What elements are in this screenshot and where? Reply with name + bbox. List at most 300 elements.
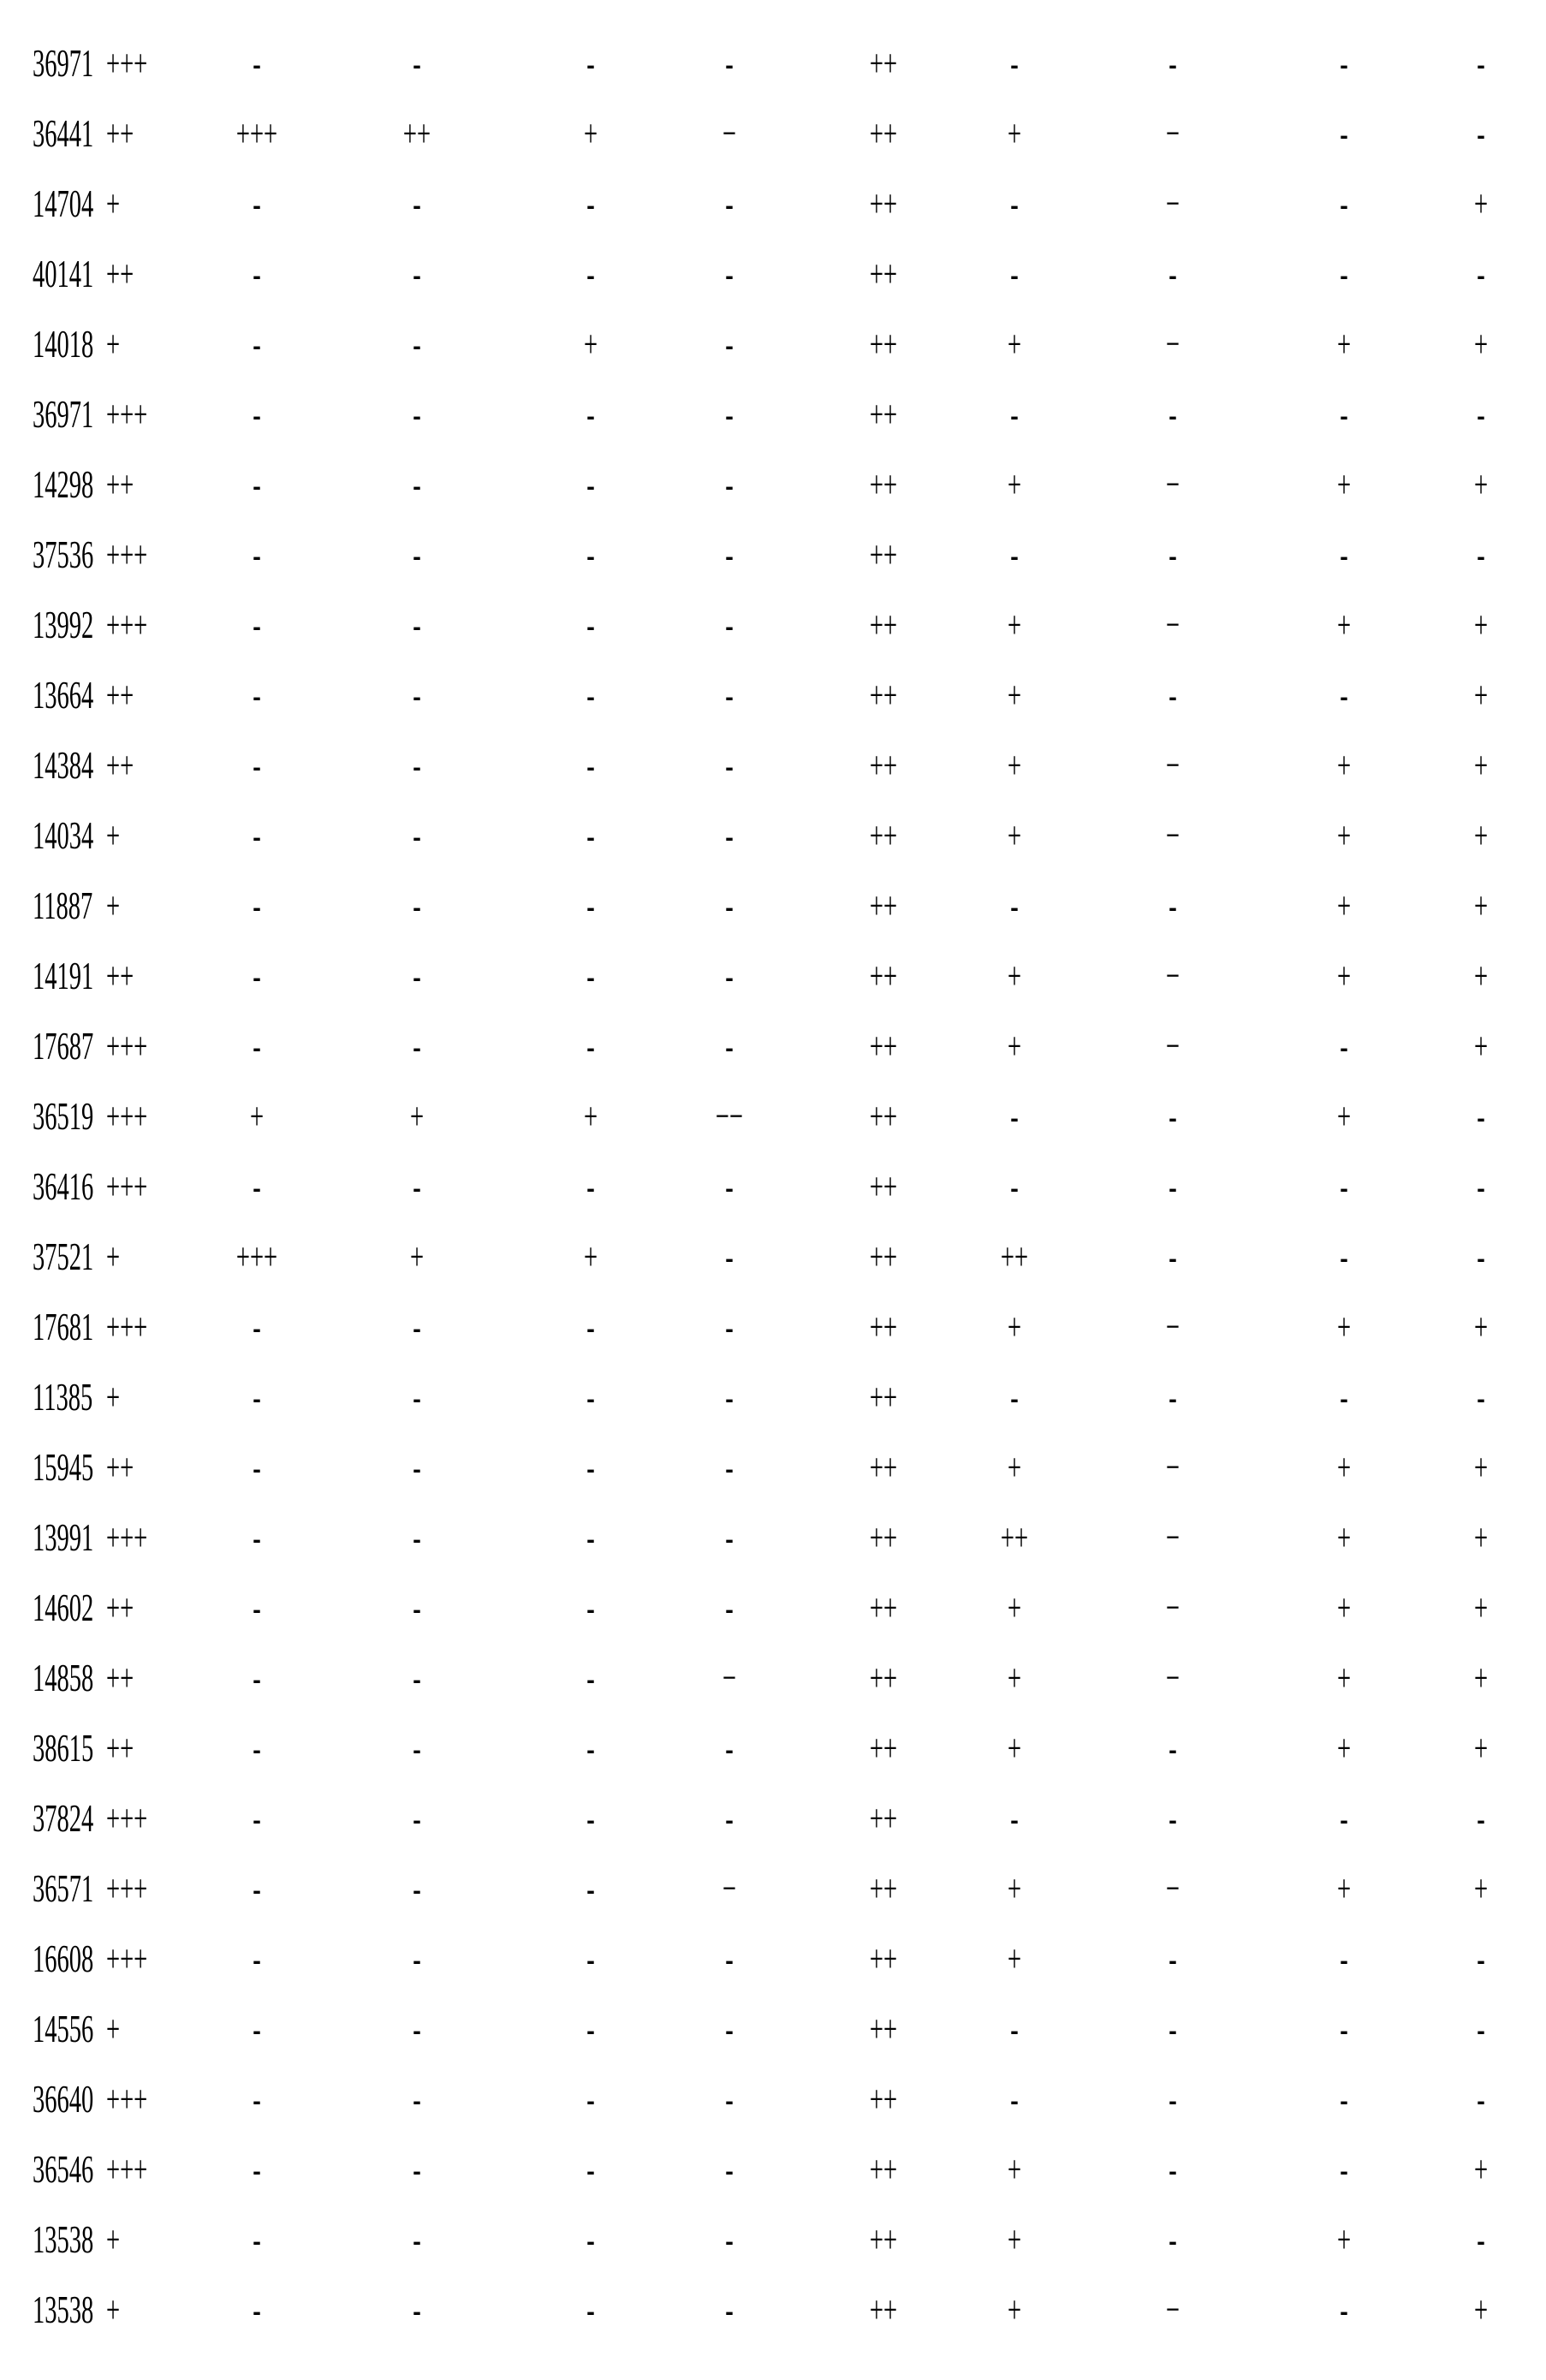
cell-value: + xyxy=(1312,1292,1376,1362)
cell-value: + xyxy=(385,1081,449,1151)
cell-value: + xyxy=(983,941,1046,1011)
row-score: + xyxy=(106,2275,120,2345)
cell-value: - xyxy=(559,520,622,590)
row-score: + xyxy=(106,309,120,379)
cell-value: - xyxy=(559,871,622,941)
cell-value: + xyxy=(983,1643,1046,1713)
cell-value: ++ xyxy=(852,1783,915,1853)
table-row xyxy=(0,2275,1546,2345)
cell-value: - xyxy=(983,1994,1046,2064)
cell-value: - xyxy=(698,730,761,800)
cell-value: - xyxy=(225,1362,288,1432)
cell-value: + xyxy=(1312,1502,1376,1573)
cell-value: - xyxy=(1312,1362,1376,1432)
cell-value: - xyxy=(983,169,1046,239)
cell-value: + xyxy=(1449,800,1513,871)
cell-value: - xyxy=(385,941,449,1011)
cell-value: ++ xyxy=(852,2064,915,2134)
cell-value: - xyxy=(225,239,288,309)
cell-value: - xyxy=(225,1502,288,1573)
cell-value: + xyxy=(559,1081,622,1151)
cell-value: - xyxy=(385,1011,449,1081)
cell-value: ++ xyxy=(852,449,915,520)
cell-value: ++ xyxy=(852,1292,915,1362)
table-row xyxy=(0,1011,1546,1081)
cell-value: - xyxy=(698,1292,761,1362)
cell-value: - xyxy=(1449,520,1513,590)
cell-value: - xyxy=(698,1573,761,1643)
row-score: ++ xyxy=(106,941,134,1011)
cell-value: + xyxy=(1449,1011,1513,1081)
cell-value: - xyxy=(225,1292,288,1362)
row-score: +++ xyxy=(106,1292,147,1362)
cell-value: + xyxy=(1449,1713,1513,1783)
row-id: 13538 xyxy=(33,2275,93,2345)
cell-value: - xyxy=(559,28,622,98)
cell-value: - xyxy=(1312,1151,1376,1222)
row-id: 37536 xyxy=(33,520,93,590)
table-row xyxy=(0,1151,1546,1222)
cell-value: + xyxy=(983,590,1046,660)
cell-value: - xyxy=(385,28,449,98)
cell-value: + xyxy=(225,1081,288,1151)
cell-value: - xyxy=(1141,520,1204,590)
cell-value: - xyxy=(225,1994,288,2064)
cell-value: - xyxy=(983,28,1046,98)
table-row xyxy=(0,520,1546,590)
cell-value: + xyxy=(1449,1853,1513,1924)
cell-value: + xyxy=(983,2204,1046,2275)
cell-value: - xyxy=(698,1362,761,1432)
cell-value: - xyxy=(225,2064,288,2134)
cell-value: - xyxy=(225,800,288,871)
cell-value: ++ xyxy=(852,2134,915,2204)
cell-value: - xyxy=(559,1573,622,1643)
table-row xyxy=(0,2134,1546,2204)
row-score: + xyxy=(106,1222,120,1292)
row-score: + xyxy=(106,871,120,941)
cell-value: - xyxy=(225,1643,288,1713)
cell-value: - xyxy=(1312,2134,1376,2204)
cell-value: + xyxy=(983,660,1046,730)
cell-value: - xyxy=(1312,169,1376,239)
row-score: ++ xyxy=(106,98,134,169)
cell-value: - xyxy=(1312,520,1376,590)
cell-value: - xyxy=(385,1151,449,1222)
cell-value: - xyxy=(559,449,622,520)
cell-value: - xyxy=(225,1853,288,1924)
cell-value: ++ xyxy=(852,1222,915,1292)
cell-value: - xyxy=(983,379,1046,449)
cell-value: - xyxy=(1312,1222,1376,1292)
cell-value: + xyxy=(983,1432,1046,1502)
cell-value: + xyxy=(1449,309,1513,379)
cell-value: - xyxy=(1449,1994,1513,2064)
cell-value: + xyxy=(1312,1081,1376,1151)
cell-value: ++ xyxy=(852,98,915,169)
row-id: 15945 xyxy=(33,1432,93,1502)
cell-value: - xyxy=(1141,1783,1204,1853)
cell-value: ++ xyxy=(852,1713,915,1783)
cell-value: − xyxy=(1141,941,1204,1011)
row-id: 14191 xyxy=(33,941,93,1011)
cell-value: - xyxy=(983,1151,1046,1222)
cell-value: - xyxy=(1449,2064,1513,2134)
cell-value: - xyxy=(559,2064,622,2134)
cell-value: - xyxy=(385,2064,449,2134)
cell-value: − xyxy=(1141,1011,1204,1081)
cell-value: - xyxy=(698,1151,761,1222)
table-row xyxy=(0,941,1546,1011)
cell-value: + xyxy=(559,1222,622,1292)
cell-value: - xyxy=(698,800,761,871)
cell-value: - xyxy=(1141,1081,1204,1151)
table-row xyxy=(0,1643,1546,1713)
cell-value: - xyxy=(225,660,288,730)
cell-value: - xyxy=(225,2275,288,2345)
row-id: 14384 xyxy=(33,730,93,800)
row-score: ++ xyxy=(106,449,134,520)
cell-value: - xyxy=(698,309,761,379)
row-id: 17681 xyxy=(33,1292,93,1362)
row-score: +++ xyxy=(106,28,147,98)
cell-value: - xyxy=(698,1713,761,1783)
cell-value: - xyxy=(385,239,449,309)
cell-value: - xyxy=(385,1924,449,1994)
cell-value: ++ xyxy=(852,2204,915,2275)
cell-value: - xyxy=(1449,1222,1513,1292)
cell-value: − xyxy=(698,98,761,169)
row-score: + xyxy=(106,169,120,239)
row-id: 36546 xyxy=(33,2134,93,2204)
table-row xyxy=(0,800,1546,871)
cell-value: - xyxy=(559,2134,622,2204)
cell-value: + xyxy=(385,1222,449,1292)
cell-value: - xyxy=(385,379,449,449)
cell-value: - xyxy=(1312,28,1376,98)
cell-value: - xyxy=(559,1713,622,1783)
cell-value: - xyxy=(698,2204,761,2275)
cell-value: - xyxy=(1312,2275,1376,2345)
cell-value: + xyxy=(983,1924,1046,1994)
cell-value: − xyxy=(1141,800,1204,871)
cell-value: - xyxy=(385,1713,449,1783)
cell-value: - xyxy=(1449,98,1513,169)
cell-value: - xyxy=(698,169,761,239)
cell-value: - xyxy=(225,520,288,590)
cell-value: - xyxy=(559,1924,622,1994)
cell-value: - xyxy=(698,590,761,660)
cell-value: − xyxy=(1141,1502,1204,1573)
row-id: 14704 xyxy=(33,169,93,239)
cell-value: ++ xyxy=(852,730,915,800)
cell-value: ++ xyxy=(852,309,915,379)
cell-value: - xyxy=(559,1151,622,1222)
cell-value: - xyxy=(698,1432,761,1502)
cell-value: ++ xyxy=(852,1994,915,2064)
cell-value: - xyxy=(698,239,761,309)
row-id: 36571 xyxy=(33,1853,93,1924)
cell-value: + xyxy=(1449,1643,1513,1713)
cell-value: + xyxy=(1312,1643,1376,1713)
row-id: 14298 xyxy=(33,449,93,520)
cell-value: + xyxy=(1312,449,1376,520)
cell-value: - xyxy=(385,1573,449,1643)
cell-value: +++ xyxy=(225,98,288,169)
cell-value: ++ xyxy=(852,1081,915,1151)
cell-value: + xyxy=(1312,730,1376,800)
cell-value: - xyxy=(698,871,761,941)
table-row xyxy=(0,1994,1546,2064)
cell-value: - xyxy=(983,520,1046,590)
cell-value: + xyxy=(1449,1502,1513,1573)
table-row xyxy=(0,1502,1546,1573)
cell-value: - xyxy=(385,1853,449,1924)
cell-value: - xyxy=(698,2064,761,2134)
cell-value: - xyxy=(559,1292,622,1362)
cell-value: - xyxy=(1312,239,1376,309)
table-row xyxy=(0,28,1546,98)
cell-value: - xyxy=(385,1292,449,1362)
row-score: +++ xyxy=(106,1502,147,1573)
cell-value: - xyxy=(1141,660,1204,730)
cell-value: - xyxy=(559,1011,622,1081)
table-row xyxy=(0,730,1546,800)
table-row xyxy=(0,1432,1546,1502)
cell-value: - xyxy=(225,28,288,98)
row-score: +++ xyxy=(106,1081,147,1151)
cell-value: + xyxy=(1312,1573,1376,1643)
table-row xyxy=(0,169,1546,239)
cell-value: - xyxy=(559,1783,622,1853)
table-row xyxy=(0,1292,1546,1362)
cell-value: - xyxy=(1449,1924,1513,1994)
cell-value: + xyxy=(983,1573,1046,1643)
cell-value: - xyxy=(1141,871,1204,941)
cell-value: - xyxy=(225,941,288,1011)
cell-value: - xyxy=(1141,2204,1204,2275)
cell-value: ++ xyxy=(852,1432,915,1502)
cell-value: ++ xyxy=(852,520,915,590)
cell-value: + xyxy=(983,1713,1046,1783)
row-score: +++ xyxy=(106,1011,147,1081)
cell-value: + xyxy=(1449,2134,1513,2204)
table-row xyxy=(0,449,1546,520)
cell-value: - xyxy=(559,1994,622,2064)
cell-value: - xyxy=(1141,28,1204,98)
cell-value: - xyxy=(225,730,288,800)
cell-value: - xyxy=(1449,1151,1513,1222)
cell-value: − xyxy=(1141,730,1204,800)
cell-value: + xyxy=(1312,309,1376,379)
cell-value: - xyxy=(1141,1222,1204,1292)
cell-value: - xyxy=(559,2204,622,2275)
cell-value: - xyxy=(225,449,288,520)
cell-value: - xyxy=(385,871,449,941)
cell-value: - xyxy=(1449,1783,1513,1853)
cell-value: - xyxy=(698,660,761,730)
cell-value: - xyxy=(559,660,622,730)
cell-value: - xyxy=(1312,379,1376,449)
cell-value: - xyxy=(385,2134,449,2204)
cell-value: - xyxy=(225,2204,288,2275)
cell-value: + xyxy=(1312,800,1376,871)
row-score: +++ xyxy=(106,2064,147,2134)
table-row xyxy=(0,660,1546,730)
cell-value: - xyxy=(225,2134,288,2204)
cell-value: - xyxy=(1141,1362,1204,1432)
cell-value: ++ xyxy=(852,28,915,98)
cell-value: - xyxy=(559,800,622,871)
cell-value: + xyxy=(1449,871,1513,941)
row-id: 16608 xyxy=(33,1924,93,1994)
cell-value: + xyxy=(983,1011,1046,1081)
cell-value: - xyxy=(225,1924,288,1994)
cell-value: ++ xyxy=(852,800,915,871)
table-row xyxy=(0,379,1546,449)
cell-value: - xyxy=(1449,28,1513,98)
cell-value: − xyxy=(1141,1292,1204,1362)
row-score: +++ xyxy=(106,520,147,590)
row-id: 14602 xyxy=(33,1573,93,1643)
cell-value: ++ xyxy=(852,1362,915,1432)
table-row xyxy=(0,1713,1546,1783)
cell-value: + xyxy=(1449,1432,1513,1502)
cell-value: - xyxy=(1141,2064,1204,2134)
cell-value: - xyxy=(1141,1924,1204,1994)
table-row xyxy=(0,2204,1546,2275)
row-score: ++ xyxy=(106,239,134,309)
cell-value: - xyxy=(225,1573,288,1643)
row-score: ++ xyxy=(106,1713,134,1783)
cell-value: + xyxy=(1312,1713,1376,1783)
row-id: 36971 xyxy=(33,379,93,449)
cell-value: + xyxy=(559,98,622,169)
cell-value: - xyxy=(1141,2134,1204,2204)
cell-value: + xyxy=(983,2134,1046,2204)
cell-value: + xyxy=(983,309,1046,379)
cell-value: - xyxy=(225,590,288,660)
cell-value: - xyxy=(1141,379,1204,449)
row-id: 36519 xyxy=(33,1081,93,1151)
cell-value: - xyxy=(385,2204,449,2275)
row-id: 36971 xyxy=(33,28,93,98)
cell-value: + xyxy=(1312,590,1376,660)
cell-value: - xyxy=(225,1783,288,1853)
row-score: ++ xyxy=(106,660,134,730)
cell-value: + xyxy=(1312,1432,1376,1502)
row-score: +++ xyxy=(106,1783,147,1853)
cell-value: - xyxy=(698,520,761,590)
cell-value: + xyxy=(983,98,1046,169)
cell-value: - xyxy=(559,941,622,1011)
cell-value: - xyxy=(1449,239,1513,309)
cell-value: - xyxy=(1312,1783,1376,1853)
cell-value: - xyxy=(1312,1011,1376,1081)
row-id: 17687 xyxy=(33,1011,93,1081)
cell-value: - xyxy=(559,1643,622,1713)
cell-value: - xyxy=(698,379,761,449)
cell-value: - xyxy=(385,590,449,660)
table-row xyxy=(0,2064,1546,2134)
cell-value: ++ xyxy=(852,169,915,239)
cell-value: − xyxy=(1141,169,1204,239)
cell-value: - xyxy=(1312,2064,1376,2134)
row-score: +++ xyxy=(106,1853,147,1924)
cell-value: - xyxy=(225,1151,288,1222)
row-id: 13992 xyxy=(33,590,93,660)
table-row xyxy=(0,1924,1546,1994)
cell-value: ++ xyxy=(385,98,449,169)
cell-value: ++ xyxy=(852,2275,915,2345)
row-id: 13664 xyxy=(33,660,93,730)
cell-value: + xyxy=(1449,449,1513,520)
cell-value: - xyxy=(559,1432,622,1502)
row-score: +++ xyxy=(106,1151,147,1222)
cell-value: - xyxy=(1312,660,1376,730)
cell-value: − xyxy=(1141,1432,1204,1502)
cell-value: − xyxy=(1141,309,1204,379)
cell-value: - xyxy=(225,871,288,941)
cell-value: + xyxy=(1449,590,1513,660)
row-id: 38615 xyxy=(33,1713,93,1783)
cell-value: ++ xyxy=(852,239,915,309)
row-score: +++ xyxy=(106,379,147,449)
cell-value: − xyxy=(1141,1853,1204,1924)
table-row xyxy=(0,1573,1546,1643)
cell-value: - xyxy=(559,169,622,239)
cell-value: - xyxy=(559,590,622,660)
row-id: 11887 xyxy=(33,871,92,941)
cell-value: − xyxy=(698,1643,761,1713)
row-score: + xyxy=(106,800,120,871)
cell-value: + xyxy=(1449,1573,1513,1643)
cell-value: - xyxy=(559,379,622,449)
row-score: ++ xyxy=(106,1573,134,1643)
row-score: + xyxy=(106,2204,120,2275)
row-score: + xyxy=(106,1362,120,1432)
cell-value: - xyxy=(385,449,449,520)
cell-value: − xyxy=(1141,1573,1204,1643)
table-row xyxy=(0,1853,1546,1924)
table-row xyxy=(0,309,1546,379)
cell-value: - xyxy=(385,309,449,379)
table-row xyxy=(0,1222,1546,1292)
cell-value: - xyxy=(698,1222,761,1292)
cell-value: - xyxy=(1141,1151,1204,1222)
row-id: 37521 xyxy=(33,1222,93,1292)
row-id: 14034 xyxy=(33,800,93,871)
table-row xyxy=(0,871,1546,941)
cell-value: − xyxy=(1141,98,1204,169)
cell-value: - xyxy=(1141,239,1204,309)
cell-value: - xyxy=(385,730,449,800)
cell-value: - xyxy=(385,2275,449,2345)
cell-value: + xyxy=(983,449,1046,520)
cell-value: - xyxy=(1312,98,1376,169)
cell-value: ++ xyxy=(852,1853,915,1924)
row-score: ++ xyxy=(106,1643,134,1713)
cell-value: - xyxy=(698,2275,761,2345)
cell-value: - xyxy=(385,800,449,871)
cell-value: - xyxy=(983,239,1046,309)
cell-value: + xyxy=(1449,2275,1513,2345)
cell-value: - xyxy=(385,169,449,239)
cell-value: - xyxy=(1449,2204,1513,2275)
row-id: 13538 xyxy=(33,2204,93,2275)
cell-value: - xyxy=(559,1362,622,1432)
table-row xyxy=(0,239,1546,309)
